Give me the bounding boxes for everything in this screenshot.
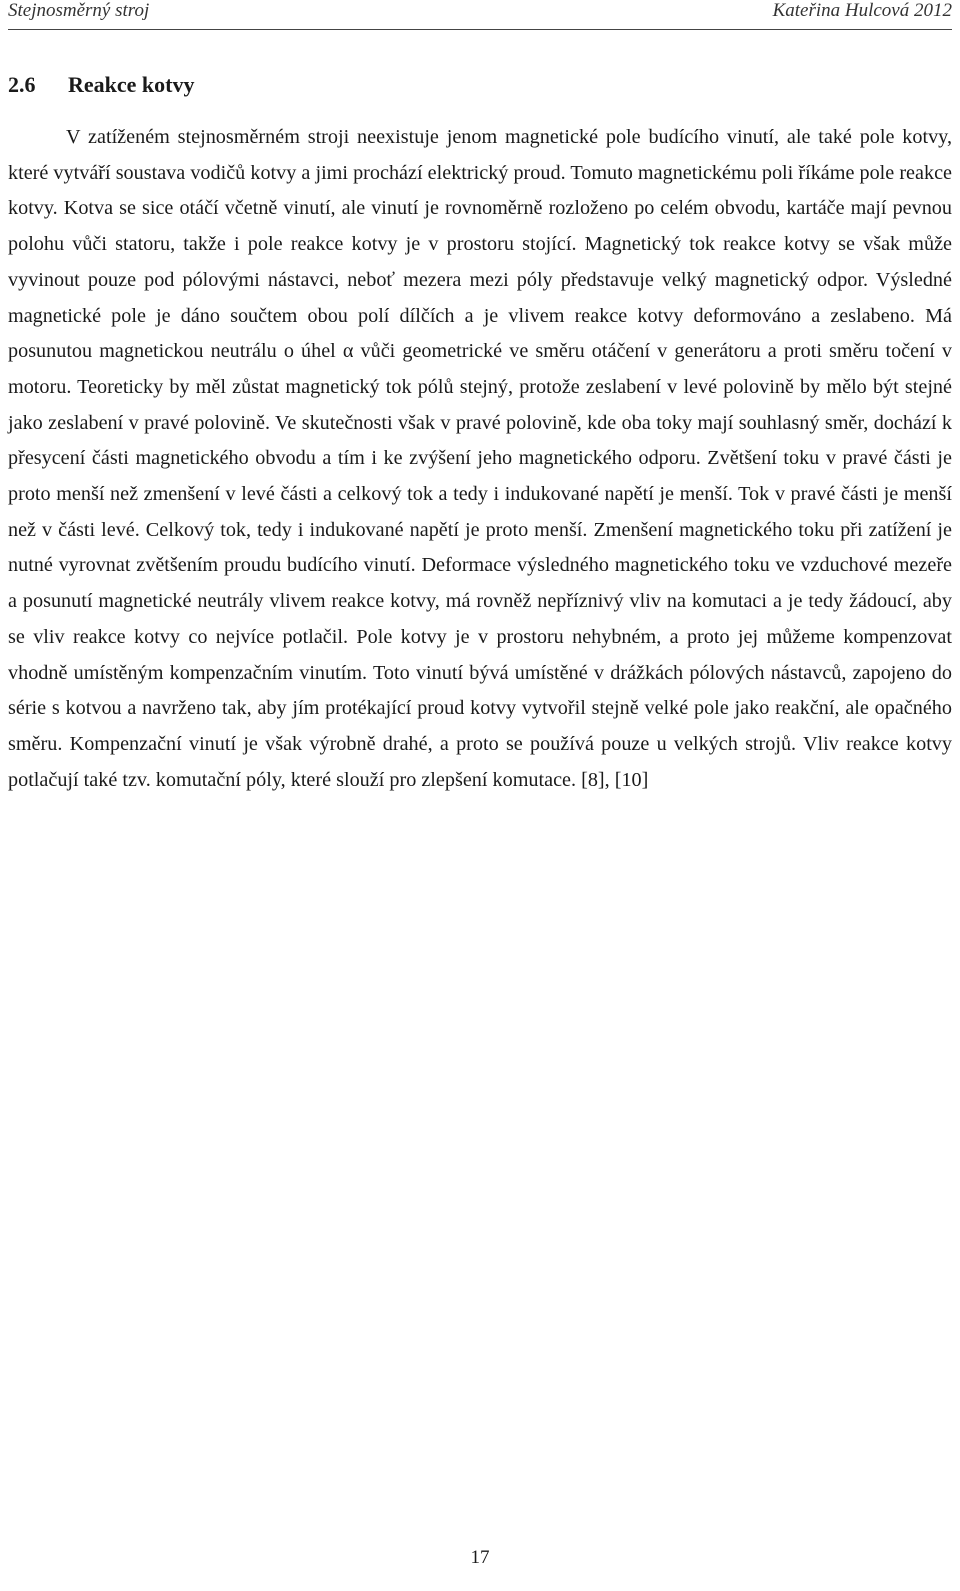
body-paragraph: V zatíženém stejnosměrném stroji neexistuje jenom magnetické pole budícího vinutí, ale také pole kotvy, které vytváří soustava vodičů kotvy a jimi prochází elektrický proud. Tomuto magnetickému poli říkáme pole reakce kotvy. Kotva se sice otáčí včetně vinutí, ale vinutí je rovnoměrně rozloženo po celém obvodu, kartáče mají pevnou polohu vůči statoru, takže i pole reakce kotvy je v prostoru stojící. Magnetický tok reakce kotvy se však může vyvinout pouze pod pólovými nástavci, neboť mezera mezi póly představuje velký magnetický odpor. Výsledné magnetické pole je dáno součtem obou polí dílčích a je vlivem reakce kotvy deformováno a zeslabeno. Má posunutou magnetickou neutrálu o úhel α vůči geometrické ve směru otáčení v generátoru a proti směru točení v motoru. Teoreticky by měl zůstat magnetický tok pólů stejný, protože zeslabení v levé polovině by mělo být stejné jako zeslabení v pravé polovině. Ve skutečnosti však v pravé polovině, kde oba toky mají souhlasný směr, dochází k přesycení části magnetického obvodu a tím i ke zvýšení jeho magnetického odporu. Zvětšení toku v pravé části je proto menší než zmenšení v levé části a celkový tok a tedy i indukované napětí je menší. Tok v pravé části je menší než v části levé. Celkový tok, tedy i indukované napětí je proto menší. Zmenšení magnetického toku při zatížení je nutné vyrovnat zvětšením proudu budícího vinutí. Deformace výsledného magnetického toku ve vzduchové mezeře a posunutí magnetické neutrály vlivem reakce kotvy, má rovněž nepříznivý vliv na komutaci a je tedy žádoucí, aby se vliv reakce kotvy co nejvíce potlačil. Pole kotvy je v prostoru nehybném, a proto jej můžeme kompenzovat vhodně umístěným kompenzačním vinutím. Toto vinutí bývá umístěné v drážkách pólových nástavců, zapojeno do série s kotvou a navrženo tak, aby jím protékající proud kotvy vytvořil stejně velké pole jako reakční, ale opačného směru. Kompenzační vinutí je však výrobně drahé, a proto se používá pouze u velkých strojů. Vliv reakce kotvy potlačují také tzv. komutační póly, které slouží pro zlepšení komutace. [8], [10] [8,126,952,791]
section-heading [8,72,194,98]
section-number: 2.6 [8,72,36,97]
header-document-title: Stejnosměrný stroj [8,0,150,21]
page-header [8,0,952,30]
section-title: Reakce kotvy [68,72,195,97]
header-author-year: Kateřina Hulcová 2012 [772,0,952,21]
header-divider [8,29,952,30]
page-number: 17 [470,1547,490,1568]
